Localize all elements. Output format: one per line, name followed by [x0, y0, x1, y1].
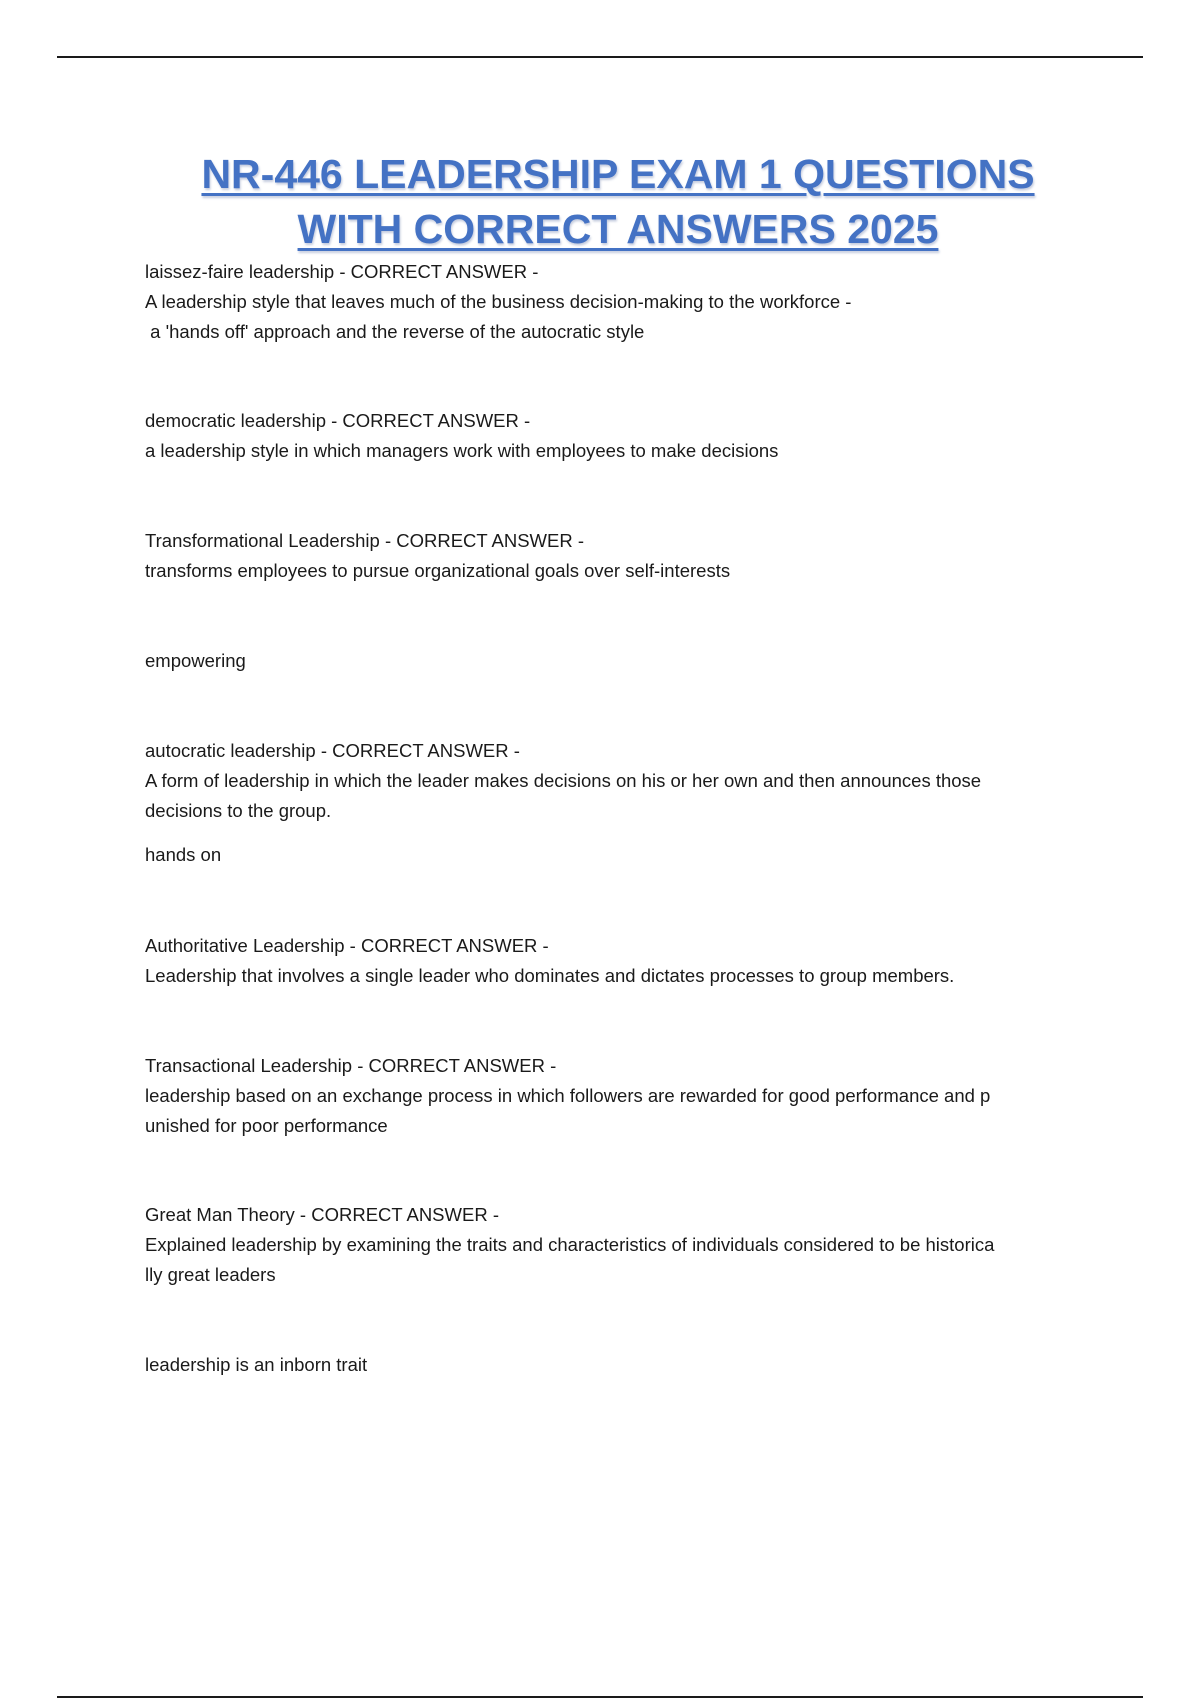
entry-term: autocratic leadership - CORRECT ANSWER - — [145, 740, 520, 761]
entry-transformational — [145, 526, 1145, 586]
entry-answer-line: lly great leaders — [145, 1264, 276, 1285]
entry-inborn-trait — [145, 1350, 1145, 1380]
entry-answer-line: transforms employees to pursue organizational goals over self-interests — [145, 560, 731, 581]
entry-answer-line: a leadership style in which managers work with employees to make decisions — [145, 440, 779, 461]
title-line-2: WITH CORRECT ANSWERS 2025 — [297, 206, 939, 252]
entry-answer-line: leadership based on an exchange process in which followers are rewarded for good performance and p — [145, 1085, 991, 1106]
entry-term: Great Man Theory - CORRECT ANSWER - — [145, 1204, 499, 1225]
top-rule — [57, 56, 1143, 58]
entry-transactional — [145, 1051, 1145, 1141]
entry-answer-line: unished for poor performance — [145, 1115, 388, 1136]
bottom-rule — [57, 1696, 1143, 1698]
entry-great-man-theory — [145, 1200, 1145, 1290]
entry-authoritative — [145, 931, 1145, 991]
entry-term: laissez-faire leadership - CORRECT ANSWER - — [145, 261, 539, 282]
entry-answer-line: a 'hands off' approach and the reverse of the autocratic style — [145, 321, 645, 342]
entry-answer-line: empowering — [145, 650, 246, 671]
entry-term: democratic leadership - CORRECT ANSWER - — [145, 410, 531, 431]
entry-answer-line: Explained leadership by examining the traits and characteristics of individuals considered to be historica — [145, 1234, 995, 1255]
entry-answer-line: hands on — [145, 844, 222, 865]
entry-empowering — [145, 646, 1145, 676]
entry-answer-line: decisions to the group. — [145, 800, 332, 821]
entry-answer-line: A form of leadership in which the leader makes decisions on his or her own and then announces those — [145, 770, 982, 791]
document-title — [0, 147, 1200, 257]
entry-term: Transformational Leadership - CORRECT ANSWER - — [145, 530, 584, 551]
entry-answer-line: A leadership style that leaves much of the business decision-making to the workforce - — [145, 291, 852, 312]
entry-answer-line: Leadership that involves a single leader who dominates and dictates processes to group members. — [145, 965, 955, 986]
title-line-1: NR-446 LEADERSHIP EXAM 1 QUESTIONS — [201, 151, 1035, 197]
entry-autocratic — [145, 736, 1145, 826]
entry-hands-on — [145, 840, 1145, 870]
entry-term: Authoritative Leadership - CORRECT ANSWER - — [145, 935, 549, 956]
entry-answer-line: leadership is an inborn trait — [145, 1354, 368, 1375]
entry-laissez-faire — [145, 257, 1145, 347]
entry-democratic — [145, 406, 1145, 466]
entry-term: Transactional Leadership - CORRECT ANSWER - — [145, 1055, 557, 1076]
